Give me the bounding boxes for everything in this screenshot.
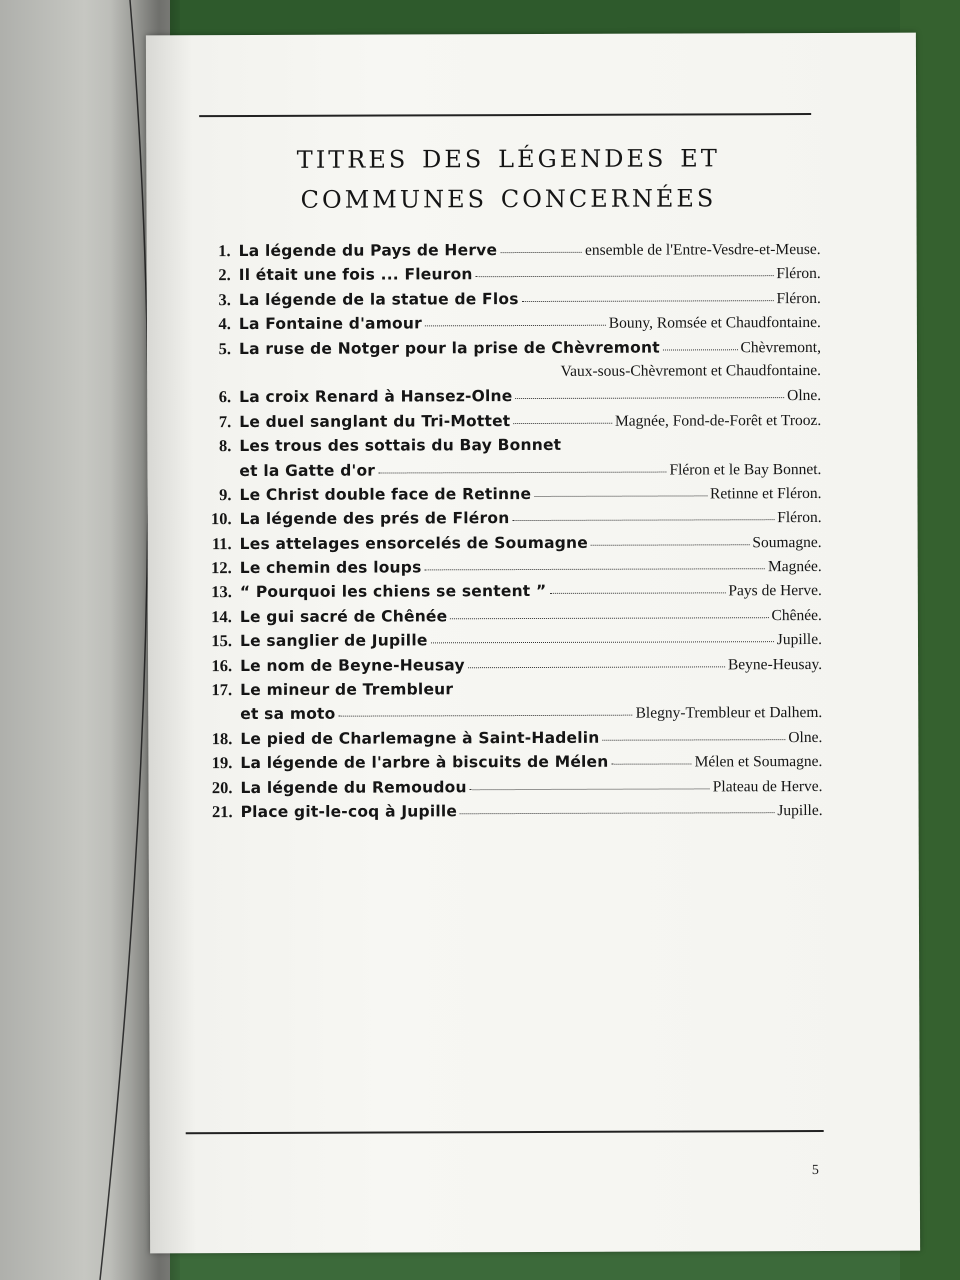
entry-location: Olne. [788, 728, 823, 746]
dot-leader [425, 311, 606, 327]
contents-entry [197, 800, 823, 827]
entry-location: Jupille. [776, 631, 823, 649]
dot-leader [512, 505, 774, 521]
dot-leader [522, 286, 774, 302]
entry-title: Le sanglier de Jupille [239, 631, 428, 651]
entry-title-continued: et la Gatte d'or [239, 461, 376, 480]
entry-title: Le gui sacré de Chênée [239, 607, 448, 626]
dot-leader [460, 798, 774, 814]
entry-number: 8. [218, 436, 232, 456]
page-title [208, 135, 808, 217]
entry-location: Soumagne. [752, 533, 822, 551]
entry-number: 10. [210, 509, 232, 529]
dot-leader [338, 701, 632, 717]
entry-location: Jupille. [777, 801, 823, 820]
contents-entry-continuation [195, 459, 821, 486]
entry-location: Olne. [787, 387, 822, 405]
entry-title: La Fontaine d'amour [238, 314, 423, 334]
book-page [146, 33, 920, 1254]
entry-title: La légende de l'arbre à biscuits de Mélen [240, 752, 609, 773]
entry-location: Magnée, Fond-de-Forêt et Trooz. [614, 411, 822, 430]
entry-number: 7. [218, 411, 232, 431]
entry-title: Le chemin des loups [239, 558, 422, 578]
dot-leader [591, 530, 749, 546]
entry-title: La légende du Remoudou [240, 777, 467, 797]
dot-leader [378, 457, 666, 473]
entry-location: Retinne et Fléron. [709, 484, 822, 503]
contents-entry [195, 385, 821, 412]
entry-location: Plateau de Herve. [712, 777, 823, 795]
dot-leader [476, 262, 774, 278]
entry-title: Le nom de Beyne-Heusay [240, 655, 465, 675]
entry-number: 19. [211, 753, 233, 773]
entry-title-continued: et sa moto [240, 705, 336, 724]
entry-location: Bouny, Romsée et Chaudfontaine. [608, 314, 821, 332]
entry-number: 11. [211, 533, 232, 553]
dot-leader [611, 750, 691, 765]
entry-number: 18. [211, 728, 233, 748]
dot-leader [663, 335, 738, 350]
dot-leader [549, 579, 725, 595]
entry-number: 14. [211, 606, 232, 626]
dot-leader [515, 383, 784, 399]
entry-title: Le duel sanglant du Tri-Mottet [239, 411, 511, 431]
entry-location: Blegny-Trembleur et Dalhem. [635, 704, 823, 723]
entry-number: 17. [211, 680, 233, 700]
spacer [242, 360, 558, 375]
entry-location: Chênée. [771, 606, 822, 625]
entry-number: 6. [218, 387, 232, 407]
entry-location: Mélen et Soumagne. [694, 753, 823, 771]
entry-location: Fléron. [777, 509, 822, 527]
entry-number: 12. [211, 558, 232, 578]
dot-leader [470, 774, 710, 790]
entry-number: 2. [218, 265, 231, 285]
entry-title: Place git-le-coq à Jupille [240, 802, 458, 822]
entry-location: Beyne-Heusay. [727, 655, 823, 673]
entry-title: Le mineur de Trembleur [240, 680, 454, 700]
title-line-2: communes concernées [300, 175, 717, 217]
entry-number: 20. [211, 777, 233, 797]
entry-title: La ruse de Notger pour la prise de Chèvremont [238, 338, 660, 358]
entry-location: Fléron. [776, 265, 821, 283]
contents-entry [196, 654, 822, 681]
entry-location: Chèvremont, [740, 338, 821, 356]
dot-leader [424, 554, 764, 570]
entry-title: Les attelages ensorcelés de Soumagne [239, 533, 589, 553]
entry-location: Magnée. [767, 558, 822, 576]
entry-number: 1. [218, 241, 231, 261]
entry-title: Le Christ double face de Retinne [239, 484, 532, 504]
entry-number: 5. [218, 338, 232, 358]
entry-title: Les trous des sottais du Bay Bonnet [239, 436, 562, 456]
dot-leader [513, 408, 612, 423]
contents-entry [196, 556, 822, 583]
contents-list [195, 239, 823, 827]
contents-entry [195, 410, 821, 437]
dot-leader [430, 627, 773, 643]
dot-leader [450, 603, 768, 619]
dot-leader [602, 725, 785, 741]
entry-location-continued: Vaux-sous-Chèvremont et Chaudfontaine. [560, 361, 822, 380]
entry-title: “ Pourquoi les chiens se sentent ” [239, 582, 547, 602]
entry-title: La croix Renard à Hansez-Olne [239, 387, 513, 407]
dot-leader [500, 238, 582, 253]
dot-leader [534, 481, 707, 497]
page-number: 5 [811, 1163, 819, 1179]
entry-title: La légende des prés de Fléron [239, 509, 510, 529]
entry-number: 3. [218, 289, 231, 309]
bottom-rule [186, 1130, 824, 1134]
entry-location: Pays de Herve. [728, 582, 822, 600]
entry-title: Il était une fois ... Fleuron [238, 265, 473, 285]
entry-title: Le pied de Charlemagne à Saint-Hadelin [240, 728, 600, 748]
entry-number: 16. [211, 655, 233, 675]
top-rule [199, 113, 811, 117]
entry-title: La légende du Pays de Herve [238, 241, 498, 261]
entry-number: 4. [218, 314, 231, 334]
entry-number: 15. [211, 631, 233, 651]
contents-entry [196, 727, 822, 754]
entry-number: 9. [219, 484, 232, 505]
entry-title: La légende de la statue de Flos [238, 289, 519, 309]
entry-location: ensemble de l'Entre-Vesdre-et-Meuse. [584, 240, 821, 259]
entry-number: 21. [211, 802, 233, 822]
dot-leader [468, 652, 725, 668]
title-line-1: titres des légendes et [296, 135, 720, 177]
entry-number: 13. [211, 582, 232, 602]
entry-location: Fléron. [776, 289, 821, 307]
entry-location: Fléron et le Bay Bonnet. [669, 460, 822, 479]
